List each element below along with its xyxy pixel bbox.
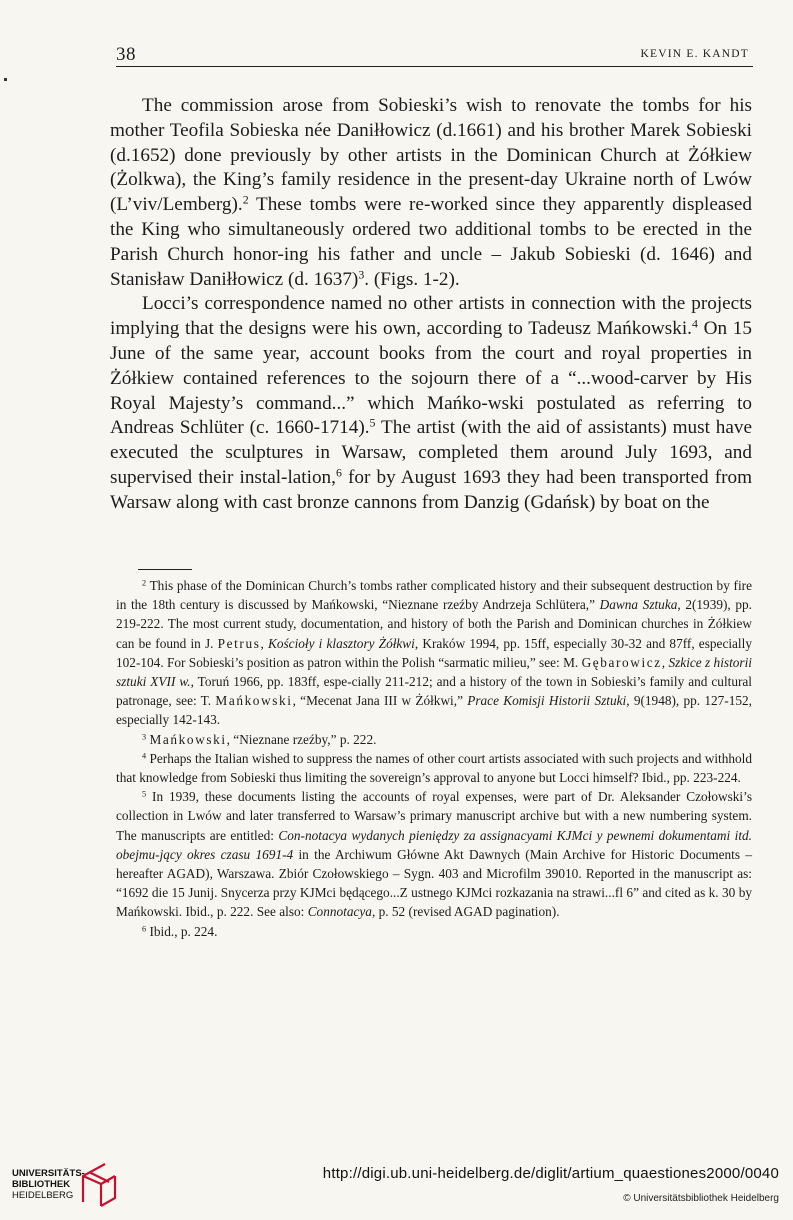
footnote-marker: 2 (142, 578, 147, 588)
italic-title: Connotacya (307, 904, 372, 920)
text-run: In 1939, these documents listing the accounts of royal expenses, were part of Dr. Aleksander Czołowski’s collection in Lwów and later transferred to Warsaw’s primary manuscript archive but with a new numbering system. The manuscripts are entitled: (116, 789, 752, 843)
italic-title: Dawna Sztuka (599, 597, 678, 613)
footnote-2 (116, 576, 752, 730)
header-rule (116, 66, 753, 67)
library-name (12, 1168, 85, 1201)
text-run: , (260, 635, 268, 651)
italic-title: Kościoły i klasztory Żółkwi (267, 635, 415, 651)
footnote-4 (116, 749, 752, 787)
italic-title: Con-notacya wydanych pieniędzy za assignacyami KJMci y pewnemi dokumentami itd. obejmu-jący okres czasu 1691-4 (116, 827, 752, 862)
footnote-marker: 5 (369, 415, 376, 430)
text-run: On 15 June of the same year, account books from the court and royal properties in Żółkiew contained references to the sojourn there of a “...wood-carver by His Royal Majesty’s command...” which Mańko-wski postulated as referring to Andreas Schlüter (c. 1660-1714). (110, 318, 752, 439)
footnotes (116, 576, 752, 941)
library-footer (0, 1150, 793, 1220)
text-run: These tombs were re-worked since they apparently displeased the King who simultaneously ordered two additional tombs to be erected in the Parish Church honor-ing his father and uncle – Jakub Sobieski (d. 1646) and Stanisław Daniłłowicz (d. 1637) (110, 194, 752, 290)
footnote-6 (116, 922, 752, 941)
italic-title: Szkice z historii sztuki XVII w. (116, 654, 752, 690)
paragraph (110, 94, 752, 292)
author-name: Gębarowicz (581, 654, 662, 670)
text-run: The artist (with the aid of assistants) must have executed the sculptures in Warsaw, completed them around July 1693, and supervised their instal-lation, (110, 417, 752, 488)
body-text (110, 94, 752, 516)
text-run: , Toruń 1966, pp. 183ff, espe-cially 211-212; and a history of the town in Sobieski’s family and cultural patronage, see: T. (116, 674, 753, 709)
text-run: Perhaps the Italian wished to suppress the names of other court artists associated with such projects and withhold that knowledge from Sobieski thus limiting the sovereign’s approval to anyone but Locci himself? Ibid., pp. 223-224. (116, 750, 752, 786)
footnote-marker: 2 (242, 192, 249, 207)
text-run: , p. 52 (revised AGAD pagination). (371, 904, 560, 920)
text-run: This phase of the Dominican Church’s tombs rather complicated history and their subsequent destruction by fire in the 18th century is discussed by Mańkowski, “Nieznane rzeźby Andrzeja Schlütera,” (116, 578, 752, 613)
page-number: 38 (116, 44, 136, 65)
text-run: in the Archiwum Główne Akt Dawnych (Main Archive for Historic Documents – hereafter AGAD), Warszawa. Zbiór Czołowskiego – Sygn. 403 and Microfilm 39010. Reported in the manuscript as: “1692 die 15 Junij. Snycerza przy KJMci będącego...Z ustnego KJMci rozkazania na strawi...fl 6” and cited as k. 30 by Mańkowski. Ibid., p. 222. See also: (116, 846, 752, 920)
footnote-marker: 5 (142, 789, 147, 799)
text-run: The commission arose from Sobieski’s wish to renovate the tombs for his mother Teofila Sobieska née Daniłłowicz (d.1661) and his brother Marek Sobieski (d.1652) done previously by other artists in the Dominican Church at Żółkiew (Żolkwa), the King’s family residence in the present-day Ukraine north of Lwów (L’viv/Lemberg). (110, 95, 752, 216)
footnote-marker: 6 (335, 465, 342, 480)
copyright-notice: © Universitätsbibliothek Heidelberg (623, 1193, 779, 1204)
text-run: , “Mecenat Jana III w Żółkwi,” (292, 693, 468, 709)
library-name-line: UNIVERSITÄTS- (12, 1168, 85, 1179)
stray-mark (4, 78, 7, 81)
author-name: Mańkowski (149, 731, 227, 747)
text-run: Ibid., p. 224. (146, 923, 218, 939)
text-run: . (Figs. 1-2). (364, 268, 460, 290)
author-name: Mańkowski (215, 693, 293, 709)
footnote-marker: 3 (358, 267, 365, 282)
text-run: , “Nieznane rzeźby,” p. 222. (226, 731, 377, 747)
footnote-marker: 4 (142, 751, 147, 761)
library-name-line: HEIDELBERG (12, 1190, 74, 1201)
footnote-marker: 4 (691, 316, 698, 331)
italic-title: Prace Komisji Historii Sztuki (467, 693, 627, 709)
library-name-line: BIBLIOTHEK (12, 1179, 71, 1190)
logo-stroke (101, 1176, 115, 1206)
author-name: Petrus (217, 635, 261, 651)
text-run: for by August 1693 they had been transported from Warsaw along with cast bronze cannons from Danzig (Gdańsk) by boat on the (110, 466, 752, 513)
source-url[interactable]: http://digi.ub.uni-heidelberg.de/diglit/artium_quaestiones2000/0040 (322, 1165, 779, 1182)
footnote-marker: 3 (142, 732, 147, 742)
text-run: , Kraków 1994, pp. 15ff, especially 30-32 and 87ff, especially 102-104. For Sobieski’s position as patron within the Polish “sarmatic milieu,” see: M. (116, 635, 752, 670)
text-run: , 2(1939), pp. 219-222. The most current study, documentation, and history of both the Parish and Dominican churches in Żółkiew can be found in J. (116, 597, 752, 651)
footnote-rule (138, 569, 192, 570)
running-head: KEVIN E. KANDT (640, 48, 749, 60)
library-logo-icon (79, 1162, 119, 1208)
text-run: Locci’s correspondence named no other artists in connection with the projects implying that the designs were his own, according to Tadeusz Mańkowski. (110, 293, 752, 340)
text-run: , (661, 654, 669, 670)
footnote-marker: 6 (142, 924, 147, 934)
footnote-5 (116, 787, 752, 921)
logo-stroke (83, 1164, 109, 1206)
paragraph (110, 292, 752, 515)
text-run: , 9(1948), pp. 127-152, especially 142-143. (116, 693, 752, 728)
footnote-3 (116, 730, 752, 749)
